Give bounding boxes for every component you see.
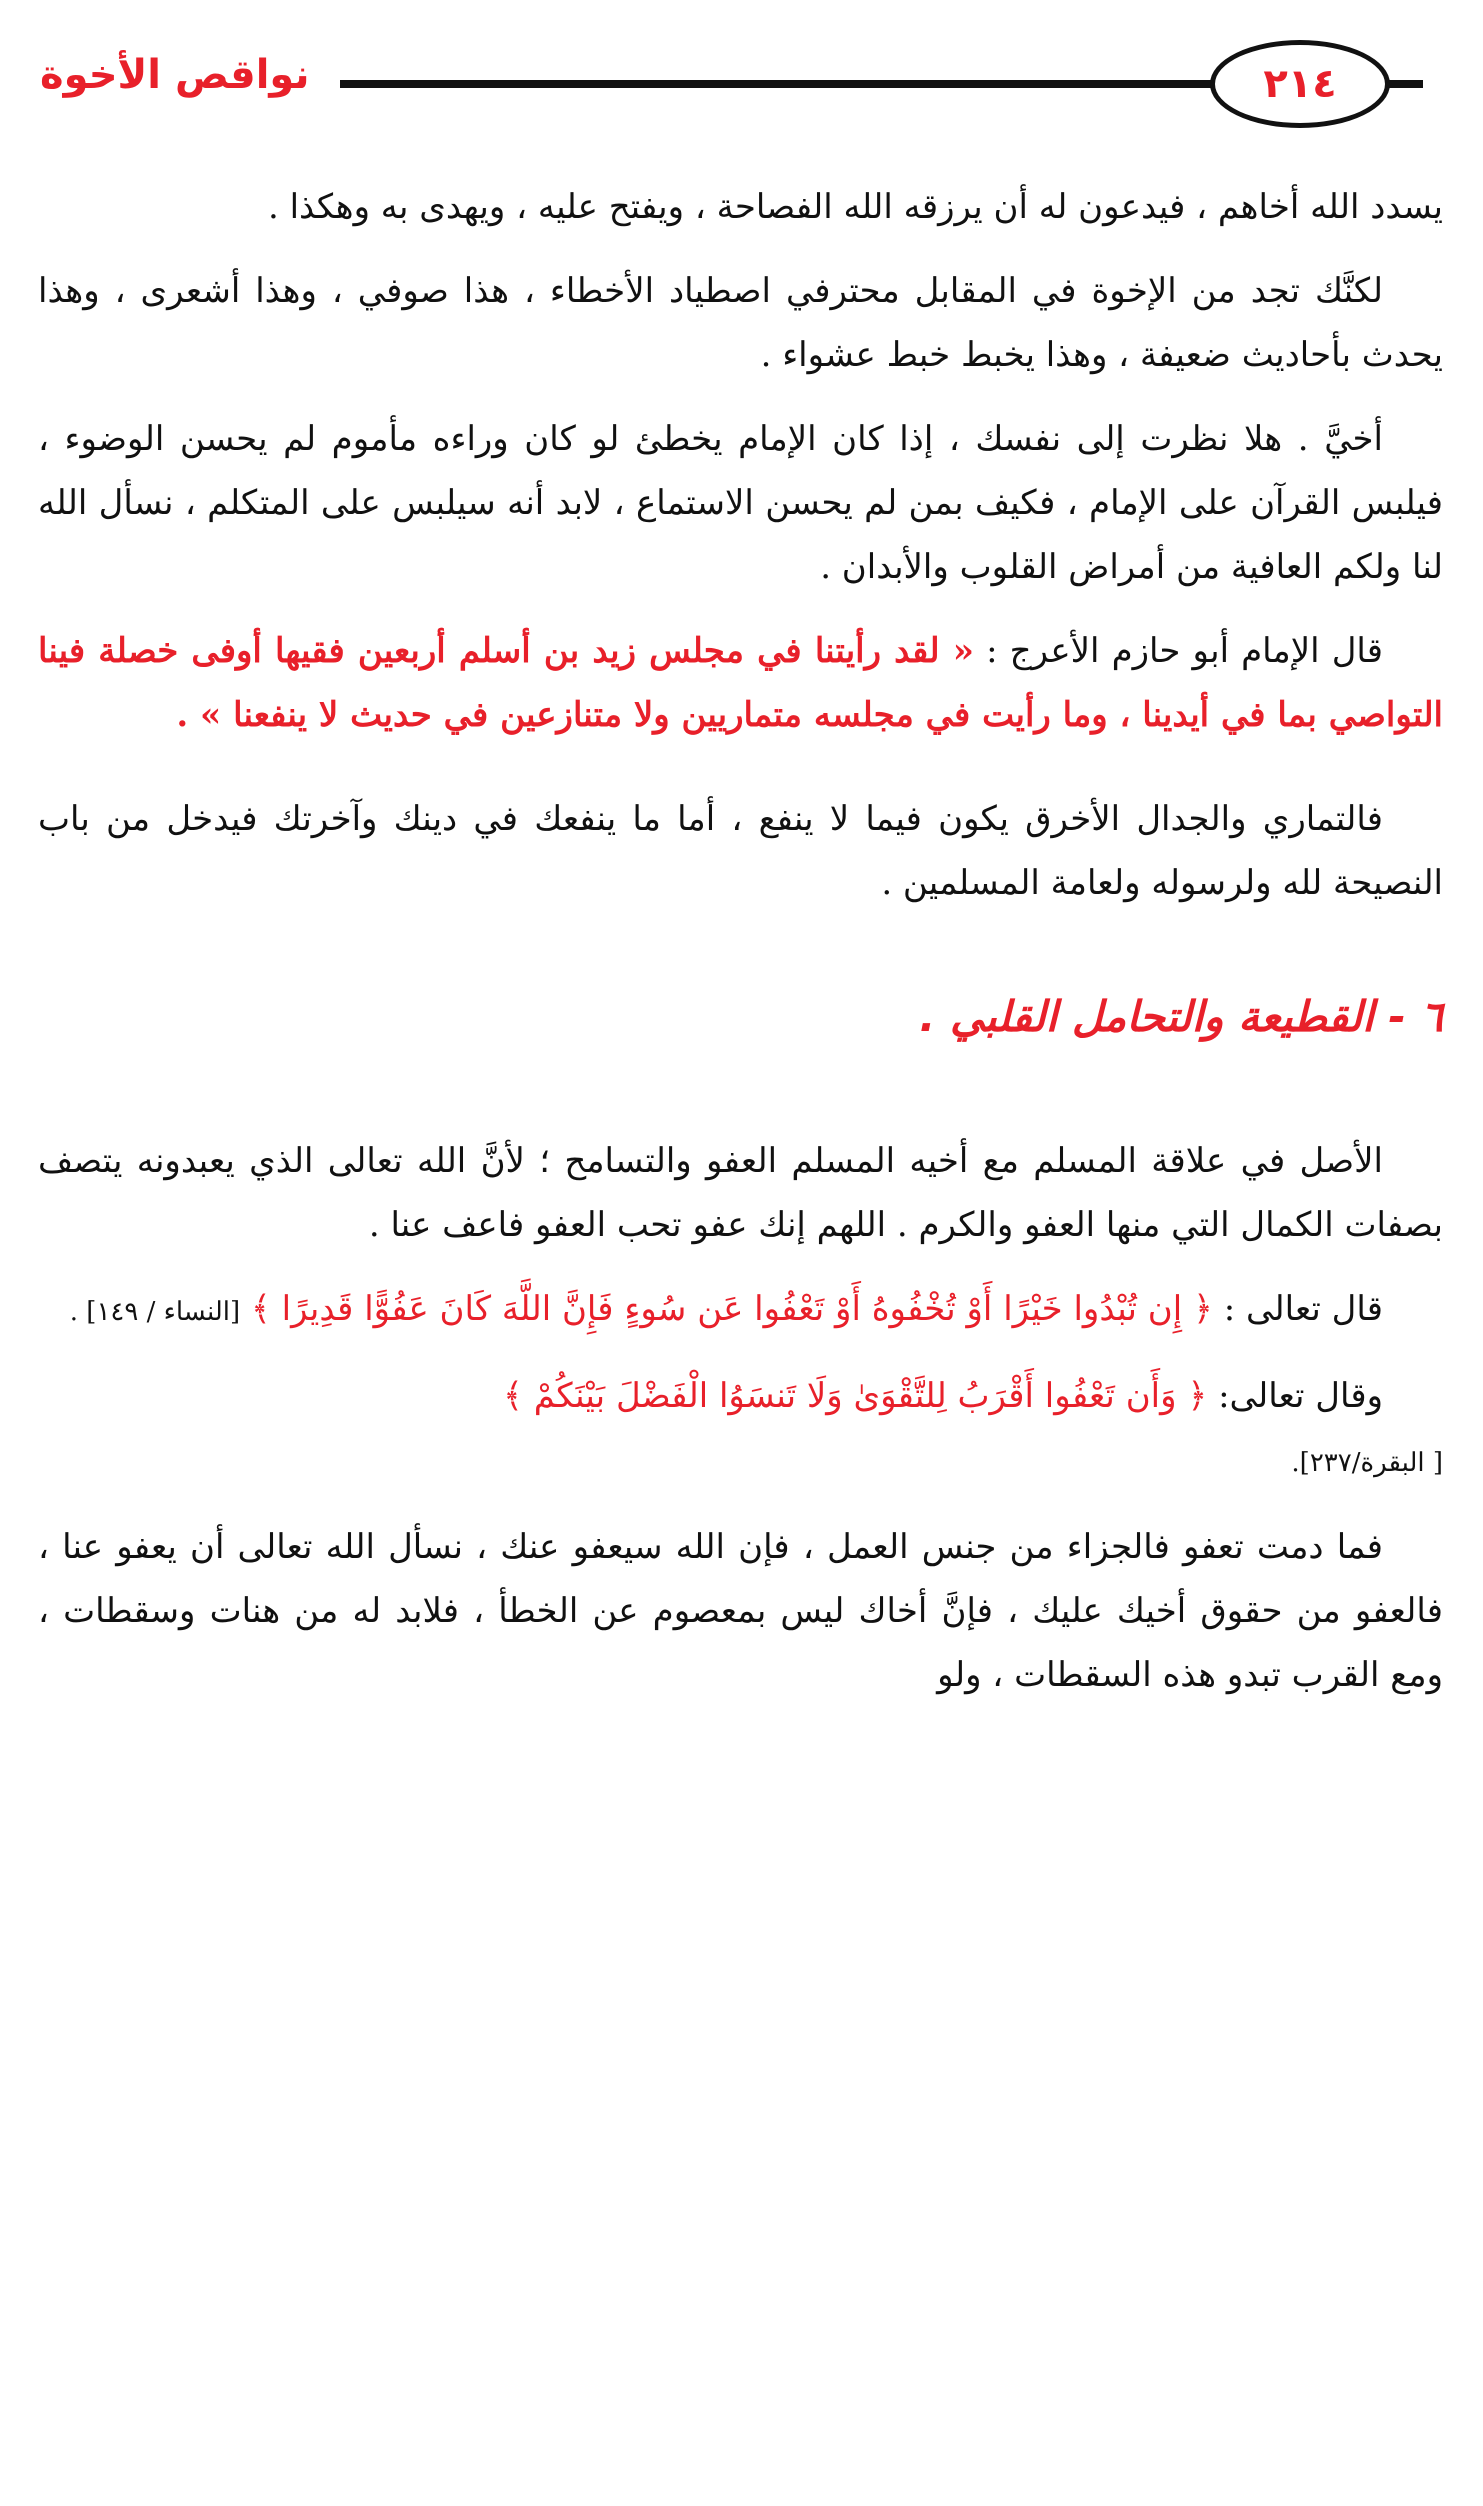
page-number: ٢١٤: [1210, 40, 1390, 128]
paragraph: الأصل في علاقة المسلم مع أخيه المسلم العفو والتسامح ؛ لأنَّ الله تعالى الذي يعبدونه يتصف بصفات الكمال التي منها العفو والكرم . اللهم إنك عفو تحب العفو فاعف عنا .: [38, 1141, 1443, 1245]
paragraph: فالتماري والجدال الأخرق يكون فيما لا ينفع ، أما ما ينفعك في دينك وآخرتك فيدخل من باب النصيحة لله ولرسوله ولعامة المسلمين .: [38, 799, 1443, 903]
paragraph: لكنَّك تجد من الإخوة في المقابل محترفي اصطياد الأخطاء ، هذا صوفي ، وهذا أشعرى ، وهذا يحدث بأحاديث ضعيفة ، وهذا يخبط خبط عشواء .: [38, 271, 1443, 375]
verse-reference: [ البقرة/٢٣٧].: [1291, 1448, 1443, 1478]
verse-paragraph: [38, 1277, 1443, 1344]
paragraph: يسدد الله أخاهم ، فيدعون له أن يرزقه الله الفصاحة ، ويفتح عليه ، ويهدى به وهكذا .: [267, 187, 1443, 227]
section-heading: ٦ - القطيعة والتحامل القلبي .: [919, 992, 1443, 1041]
page-body: [38, 175, 1443, 1727]
quote-text: « لقد رأيتنا في مجلس زيد بن أسلم أربعين فقيها أوفى خصلة فينا التواصي بما في أيدينا ، وما رأيت في مجلسه متماريين ولا متنازعين في حديث لا ينفعنا » .: [38, 631, 1443, 735]
verse-reference: [النساء / ١٤٩] .: [69, 1297, 241, 1327]
running-title: نواقص الأخوة: [40, 52, 310, 98]
paragraph: فما دمت تعفو فالجزاء من جنس العمل ، فإن الله سيعفو عنك ، نسأل الله تعالى أن يعفو عنا ، فالعفو من حقوق أخيك عليك ، فإنَّ أخاك ليس بمعصوم عن الخطأ ، فلابد له من هنات وسقطات ، ومع القرب تبدو هذه السقطات ، ولو: [38, 1527, 1443, 1695]
quote-paragraph: [38, 619, 1443, 747]
verse-intro: وقال تعالى:: [1218, 1376, 1383, 1416]
quran-verse: ﴿ وَأَن تَعْفُوا أَقْرَبُ لِلتَّقْوَىٰ وَلَا تَنسَوُا الْفَضْلَ بَيْنَكُمْ ﴾: [503, 1376, 1208, 1416]
paragraph: أخيَّ . هلا نظرت إلى نفسك ، إذا كان الإمام يخطئ لو كان وراءه مأموم لم يحسن الوضوء ، فيلبس القرآن على الإمام ، فكيف بمن لم يحسن الاستماع ، لابد أنه سيلبس على المتكلم ، نسأل الله لنا ولكم العافية من أمراض القلوب والأبدان .: [38, 419, 1443, 587]
page-header: [40, 30, 1443, 130]
verse-intro: قال تعالى :: [1223, 1289, 1383, 1329]
quote-attribution: قال الإمام أبو حازم الأعرج :: [986, 631, 1384, 671]
quran-verse: ﴿ إِن تُبْدُوا خَيْرًا أَوْ تُخْفُوهُ أَوْ تَعْفُوا عَن سُوءٍ فَإِنَّ اللَّهَ كَانَ عَفُوًّا قَدِيرًا ﴾: [250, 1289, 1213, 1329]
verse-paragraph: [38, 1364, 1443, 1495]
